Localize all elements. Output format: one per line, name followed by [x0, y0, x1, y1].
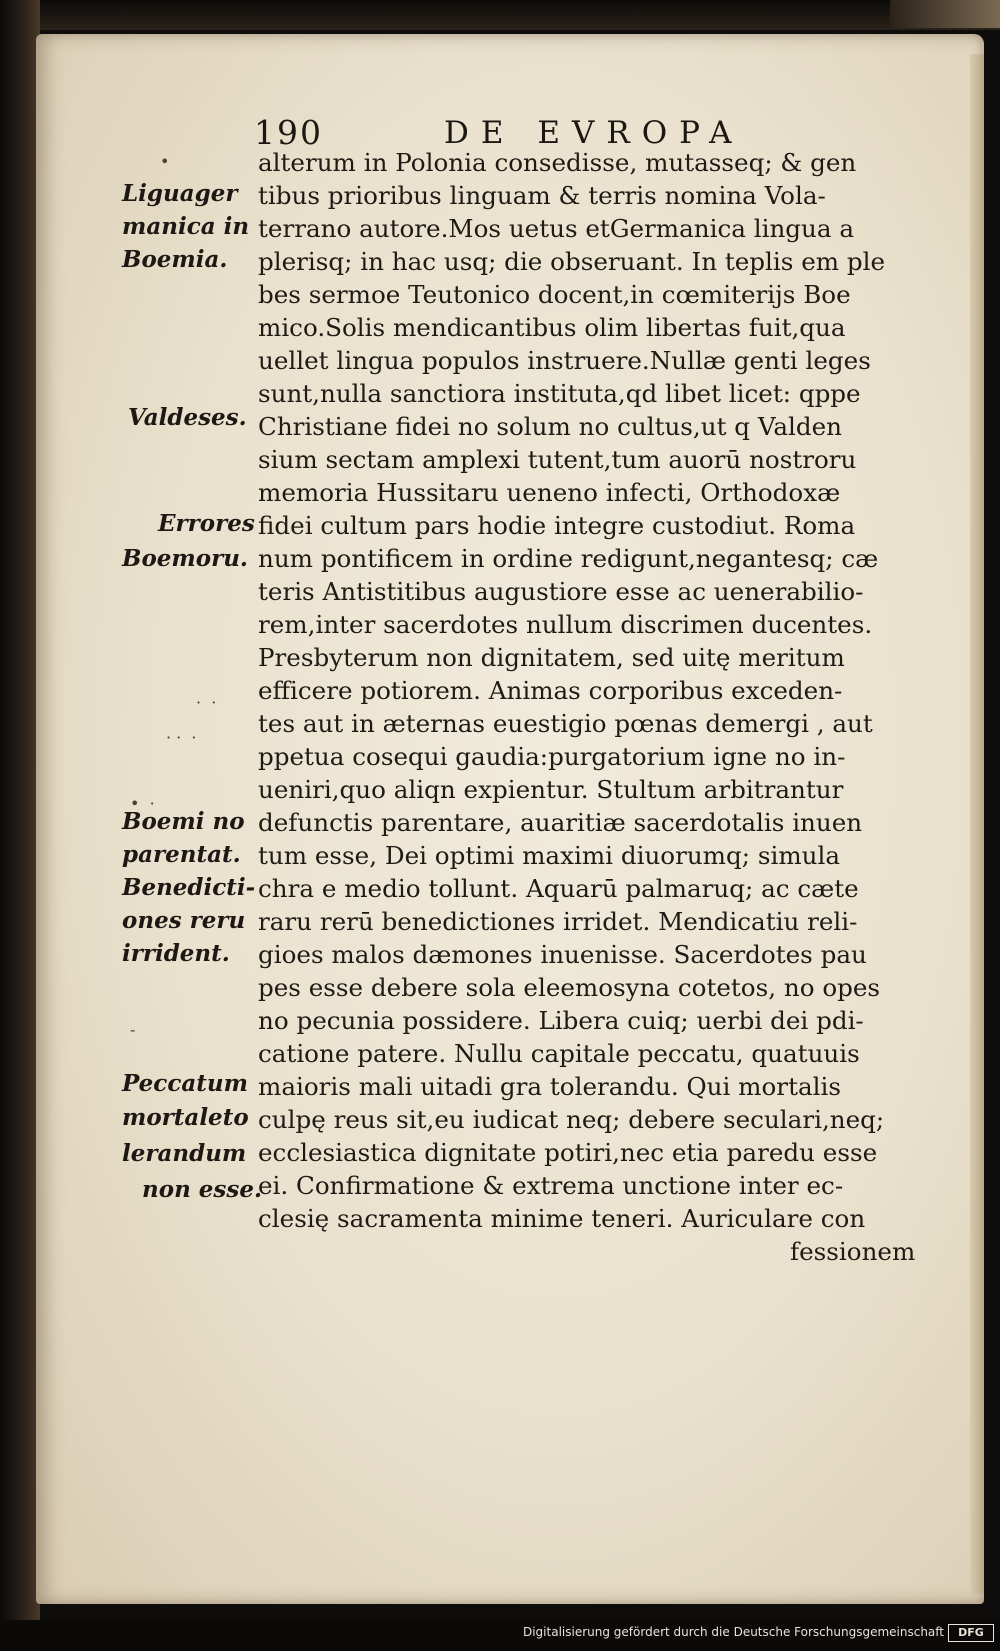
body-line: Presbyterum non dignitatem, sed uitę meritum	[258, 643, 845, 672]
body-line: ei. Confirmatione & extrema unctione inter ec-	[258, 1171, 844, 1200]
margin-note: Liguager	[122, 180, 238, 207]
margin-note: ones reru	[122, 907, 246, 934]
body-line: pes esse debere sola eleemosyna cotetos, no opes	[258, 973, 881, 1002]
ink-speck: •	[160, 152, 170, 171]
margin-note: Boemia.	[122, 246, 228, 273]
body-line: sium sectam amplexi tutent,tum auorū nostroru	[258, 445, 857, 474]
body-line: memoria Hussitaru ueneno infecti, Orthodoxæ	[258, 478, 841, 507]
dfg-logo: DFG	[948, 1624, 994, 1642]
body-line: clesię sacramenta minime teneri. Auriculare con	[258, 1204, 866, 1233]
body-line: tes aut in æternas euestigio pœnas demergi , aut	[258, 709, 873, 738]
margin-note: lerandum	[122, 1140, 247, 1167]
catchword: fessionem	[790, 1237, 916, 1266]
margin-note: Boemoru.	[122, 545, 248, 572]
binding-shadow	[0, 0, 40, 1651]
body-line: raru rerū benedictiones irridet. Mendicatiu reli-	[258, 907, 858, 936]
margin-note: Benedicti-	[122, 874, 256, 901]
body-line: tibus prioribus linguam & terris nomina Vola-	[258, 181, 826, 210]
body-line: ueniri,quo aliqn expientur. Stultum arbitrantur	[258, 775, 844, 804]
body-line: catione patere. Nullu capitale peccatu, quatuuis	[258, 1039, 860, 1068]
margin-note: Boemi no	[122, 808, 245, 835]
margin-note: manica in	[122, 213, 250, 240]
ink-speck: · ·	[196, 693, 217, 712]
body-line: chra e medio tollunt. Aquarū palmaruq; ac cæte	[258, 874, 859, 903]
body-line: plerisq; in hac usq; die obseruant. In teplis em ple	[258, 247, 886, 276]
running-title: DE EVROPA	[444, 115, 744, 151]
body-line: ecclesiastica dignitate potiri,nec etia paredu esse	[258, 1138, 878, 1167]
body-line: Christiane fidei no solum no cultus,ut q Valden	[258, 412, 843, 441]
ink-speck: -	[130, 1020, 136, 1039]
ink-speck: · · ·	[166, 728, 197, 747]
margin-note: irrident.	[122, 940, 230, 967]
body-line: defunctis parentare, auaritiæ sacerdotalis inuen	[258, 808, 863, 837]
body-line: fidei cultum pars hodie integre custodiut. Roma	[258, 511, 856, 540]
body-line: tum esse, Dei optimi maximi diuorumq; simula	[258, 841, 841, 870]
margin-note: Valdeses.	[128, 404, 247, 431]
body-line: maioris mali uitadi gra tolerandu. Qui mortalis	[258, 1072, 841, 1101]
margin-note: Peccatum	[122, 1070, 248, 1097]
body-line: teris Antistitibus augustiore esse ac uenerabilio-	[258, 577, 864, 606]
body-line: no pecunia possidere. Libera cuiq; uerbi dei pdi-	[258, 1006, 864, 1035]
body-line: gioes malos dæmones inuenisse. Sacerdotes pau	[258, 940, 867, 969]
page-number: 190	[254, 113, 323, 152]
body-line: terrano autore.Mos uetus etGermanica lingua a	[258, 214, 855, 243]
body-line: efficere potiorem. Animas corporibus exceden-	[258, 676, 843, 705]
top-edge-ornament	[890, 0, 1000, 28]
ink-speck: • ·	[130, 794, 155, 813]
top-edge	[0, 0, 1000, 30]
margin-note: mortaleto	[122, 1104, 249, 1131]
margin-note: non esse.	[142, 1176, 262, 1203]
funding-credit: Digitalisierung gefördert durch die Deutsche Forschungsgemeinschaft	[522, 1625, 944, 1639]
body-line: alterum in Polonia consedisse, mutasseq; & gen	[258, 148, 857, 177]
page-fore-edge	[970, 54, 984, 1594]
body-line: uellet lingua populos instruere.Nullæ genti leges	[258, 346, 871, 375]
margin-note: Errores	[158, 510, 255, 537]
body-line: mico.Solis mendicantibus olim libertas fuit,qua	[258, 313, 846, 342]
body-line: sunt,nulla sanctiora instituta,qd libet licet: qppe	[258, 379, 861, 408]
margin-note: parentat.	[122, 841, 241, 868]
body-line: rem,inter sacerdotes nullum discrimen ducentes.	[258, 610, 873, 639]
body-line: num pontificem in ordine redigunt,negantesq; cæ	[258, 544, 879, 573]
body-line: bes sermoe Teutonico docent,in cœmiterijs Boe	[258, 280, 851, 309]
body-line: ppetua cosequi gaudia:purgatorium igne no in-	[258, 742, 846, 771]
body-line: culpę reus sit,eu iudicat neq; debere seculari,neq;	[258, 1105, 885, 1134]
